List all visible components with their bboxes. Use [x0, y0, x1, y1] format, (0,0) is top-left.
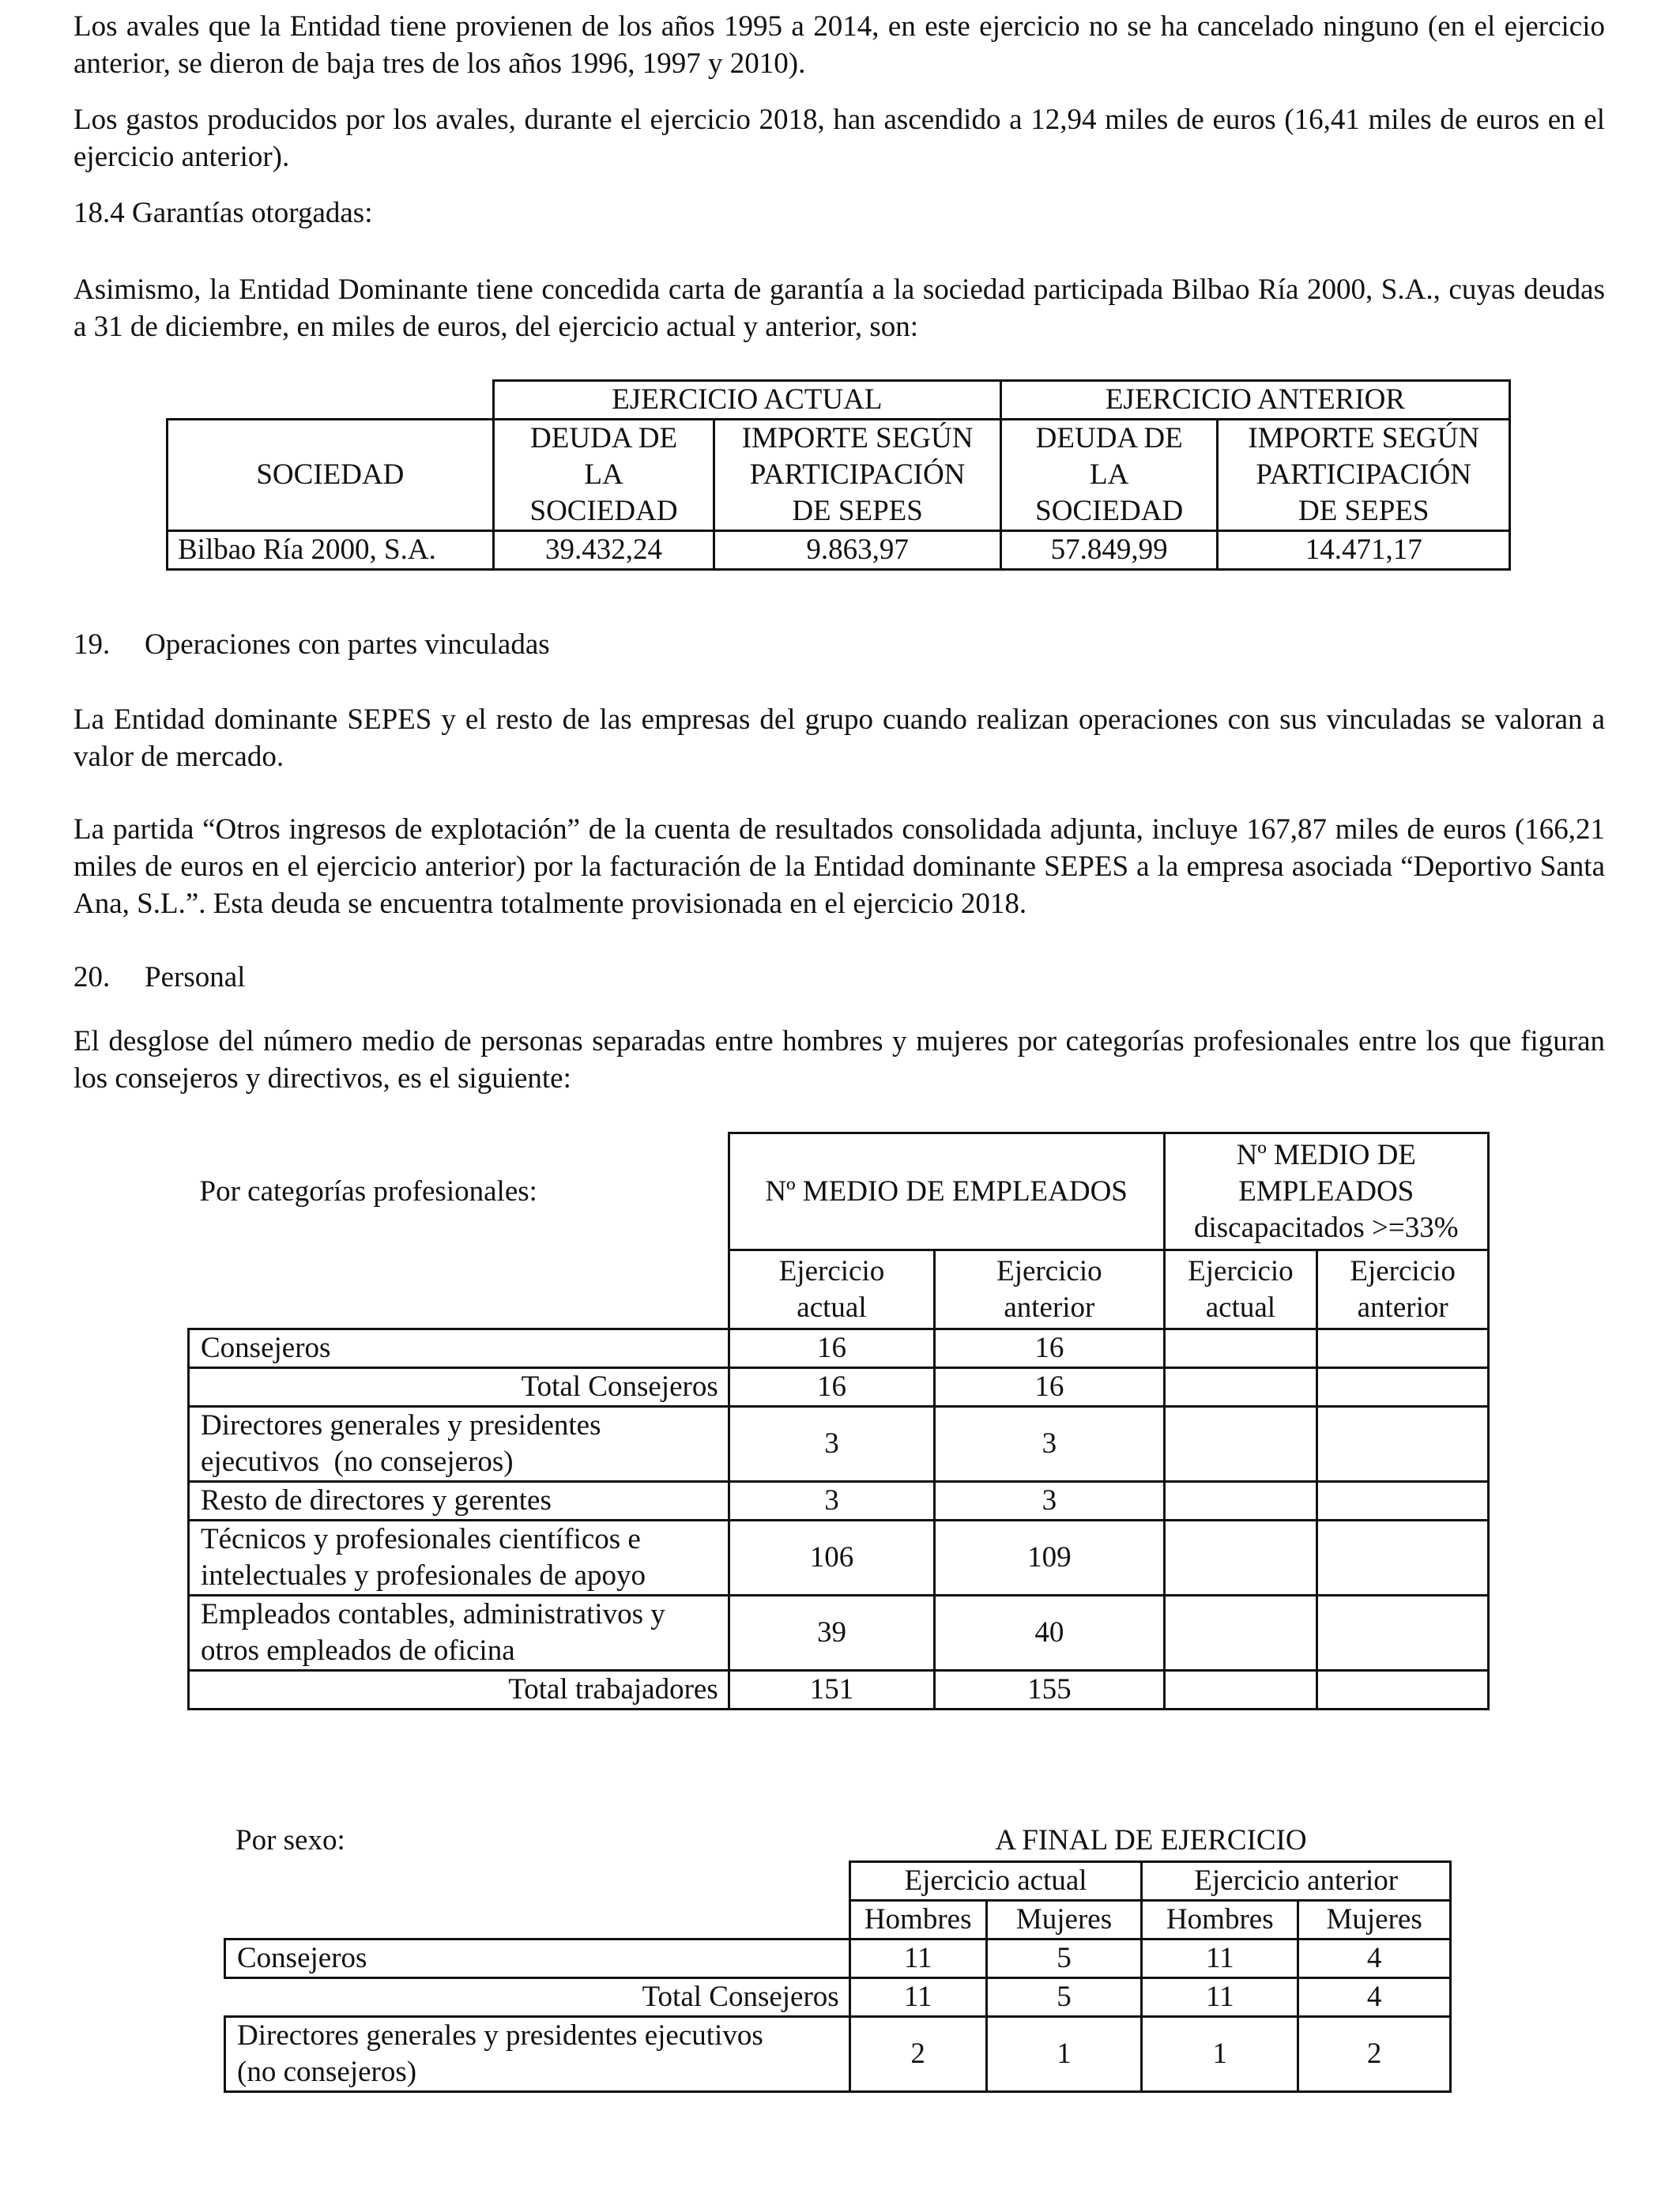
section-heading-20: 20. Personal	[73, 961, 246, 993]
header-deuda-actual: DEUDA DE LA SOCIEDAD	[493, 420, 714, 531]
cell-importe-actual: 9.863,97	[714, 531, 1001, 570]
row-label: Total trabajadores	[189, 1671, 729, 1710]
header-sociedad: SOCIEDAD	[168, 420, 494, 531]
cell-discap-anterior	[1317, 1521, 1489, 1596]
paragraph-desglose: El desglose del número medio de personas separadas entre hombres y mujeres por categorías profesionales entre los que figuran los consejeros y directivos, es el siguiente:	[73, 1025, 1605, 1095]
paragraph-sepes-vinculadas: La Entidad dominante SEPES y el resto de las empresas del grupo cuando realizan operaciones con sus vinculadas se valoran a valor de mercado.	[73, 703, 1605, 773]
cell-discap-actual	[1164, 1671, 1317, 1710]
guarantee-table-group-row	[168, 381, 1510, 420]
table-row	[189, 1368, 1489, 1407]
subheader-empleados-anterior: Ejercicio anterior	[935, 1250, 1164, 1329]
row-label: Empleados contables, administrativos y otros empleados de oficina	[189, 1596, 729, 1671]
cell-mujeres-actual: 1	[986, 2017, 1142, 2092]
cell-actual: 106	[729, 1521, 934, 1596]
cell-actual: 39	[729, 1596, 934, 1671]
row-label: Total Consejeros	[225, 1978, 850, 2017]
cell-discap-anterior	[1317, 1596, 1489, 1671]
sex-table	[224, 1860, 1452, 2093]
row-label: Resto de directores y gerentes	[189, 1482, 729, 1521]
cell-discap-actual	[1164, 1482, 1317, 1521]
header-mujeres-anterior: Mujeres	[1298, 1901, 1451, 1940]
header-importe-anterior: IMPORTE SEGÚN PARTICIPACIÓN DE SEPES	[1218, 420, 1510, 531]
cell-discap-anterior	[1317, 1482, 1489, 1521]
empty-cell	[189, 1250, 729, 1329]
cell-actual: 16	[729, 1368, 934, 1407]
empty-cell	[168, 381, 494, 420]
cell-hombres-anterior: 11	[1142, 1940, 1298, 1978]
cell-deuda-anterior: 57.849,99	[1000, 531, 1218, 570]
paragraph-gastos-avales: Los gastos producidos por los avales, durante el ejercicio 2018, han ascendido a 12,94 miles de euros (16,41 miles de euros en el ejercicio anterior).	[73, 104, 1605, 173]
section-heading-19: 19. Operaciones con partes vinculadas	[73, 628, 550, 661]
header-ejercicio-actual: Ejercicio actual	[849, 1862, 1142, 1901]
table-row	[168, 531, 1510, 570]
row-label: Directores generales y presidentes ejecutivos (no consejeros)	[189, 1407, 729, 1482]
table-row	[225, 1940, 1451, 1978]
cell-mujeres-actual: 5	[986, 1940, 1142, 1978]
table-row	[189, 1407, 1489, 1482]
subheader-empleados-actual: Ejercicio actual	[729, 1250, 934, 1329]
section-heading-18-4: 18.4 Garantías otorgadas:	[73, 197, 373, 229]
cell-anterior: 40	[935, 1596, 1164, 1671]
cell-hombres-actual: 11	[849, 1940, 986, 1978]
row-label: Consejeros	[225, 1940, 850, 1978]
empty-cell	[225, 1862, 850, 1901]
cell-actual: 3	[729, 1407, 934, 1482]
row-label: Técnicos y profesionales científicos e intelectuales y profesionales de apoyo	[189, 1521, 729, 1596]
staff-table-subheader-row	[189, 1250, 1489, 1329]
cell-anterior: 3	[935, 1407, 1164, 1482]
header-n-medio-empleados: Nº MEDIO DE EMPLEADOS	[729, 1133, 1164, 1250]
sex-table-subheader-row	[225, 1901, 1451, 1940]
header-a-final-de-ejercicio: A FINAL DE EJERCICIO	[995, 1824, 1307, 1857]
cell-mujeres-anterior: 4	[1298, 1978, 1451, 2017]
cell-discap-actual	[1164, 1521, 1317, 1596]
cell-anterior: 109	[935, 1521, 1164, 1596]
cell-mujeres-anterior: 4	[1298, 1940, 1451, 1978]
header-deuda-anterior: DEUDA DE LA SOCIEDAD	[1000, 420, 1218, 531]
header-ejercicio-anterior: Ejercicio anterior	[1142, 1862, 1451, 1901]
cell-hombres-anterior: 11	[1142, 1978, 1298, 2017]
table-row	[225, 1978, 1451, 2017]
cell-discap-actual	[1164, 1596, 1317, 1671]
cell-discap-anterior	[1317, 1671, 1489, 1710]
table-row	[189, 1671, 1489, 1710]
cell-actual: 16	[729, 1329, 934, 1368]
subheader-discap-anterior: Ejercicio anterior	[1317, 1250, 1489, 1329]
cell-actual: 3	[729, 1482, 934, 1521]
row-label: Total Consejeros	[189, 1368, 729, 1407]
header-ejercicio-actual: EJERCICIO ACTUAL	[493, 381, 1000, 420]
header-mujeres-actual: Mujeres	[986, 1901, 1142, 1940]
cell-anterior: 155	[935, 1671, 1164, 1710]
staff-table-group-row	[189, 1133, 1489, 1250]
subheader-discap-actual: Ejercicio actual	[1164, 1250, 1317, 1329]
cell-hombres-anterior: 1	[1142, 2017, 1298, 2092]
header-hombres-actual: Hombres	[849, 1901, 986, 1940]
label-por-sexo: Por sexo:	[235, 1824, 345, 1857]
paragraph-avales: Los avales que la Entidad tiene provienen de los años 1995 a 2014, en este ejercicio no se ha cancelado ninguno (en el ejercicio anterior, se dieron de baja tres de los años 1996, 1997 y 2010).	[73, 10, 1605, 80]
header-importe-actual: IMPORTE SEGÚN PARTICIPACIÓN DE SEPES	[714, 420, 1001, 531]
table-row	[189, 1596, 1489, 1671]
header-hombres-anterior: Hombres	[1142, 1901, 1298, 1940]
row-label: Consejeros	[189, 1329, 729, 1368]
row-label: Directores generales y presidentes ejecutivos (no consejeros)	[225, 2017, 850, 2092]
cell-mujeres-actual: 5	[986, 1978, 1142, 2017]
table-row	[225, 2017, 1451, 2092]
table-row	[189, 1329, 1489, 1368]
guarantee-table-header-row	[168, 420, 1510, 531]
cell-discap-actual	[1164, 1329, 1317, 1368]
cell-anterior: 3	[935, 1482, 1164, 1521]
cell-actual: 151	[729, 1671, 934, 1710]
table-row	[189, 1521, 1489, 1596]
cell-importe-anterior: 14.471,17	[1218, 531, 1510, 570]
cell-discap-actual	[1164, 1407, 1317, 1482]
cell-discap-anterior	[1317, 1329, 1489, 1368]
cell-discap-actual	[1164, 1368, 1317, 1407]
header-n-medio-discapacitados: Nº MEDIO DE EMPLEADOS discapacitados >=33%	[1164, 1133, 1488, 1250]
sex-table-group-row	[225, 1862, 1451, 1901]
cell-mujeres-anterior: 2	[1298, 2017, 1451, 2092]
cell-discap-anterior	[1317, 1368, 1489, 1407]
cell-discap-anterior	[1317, 1407, 1489, 1482]
guarantee-table	[166, 379, 1511, 571]
paragraph-garantia: Asimismo, la Entidad Dominante tiene concedida carta de garantía a la sociedad participada Bilbao Ría 2000, S.A., cuyas deudas a 31 de diciembre, en miles de euros, del ejercicio actual y anterior, son:	[73, 273, 1605, 343]
cell-anterior: 16	[935, 1368, 1164, 1407]
header-ejercicio-anterior: EJERCICIO ANTERIOR	[1000, 381, 1509, 420]
cell-hombres-actual: 11	[849, 1978, 986, 2017]
cell-anterior: 16	[935, 1329, 1164, 1368]
cell-hombres-actual: 2	[849, 2017, 986, 2092]
empty-cell	[225, 1901, 850, 1940]
table-row	[189, 1482, 1489, 1521]
row-label: Bilbao Ría 2000, S.A.	[168, 531, 494, 570]
label-por-categorias: Por categorías profesionales:	[199, 1174, 537, 1208]
cell-deuda-actual: 39.432,24	[493, 531, 714, 570]
staff-table	[187, 1132, 1490, 1710]
paragraph-otros-ingresos: La partida “Otros ingresos de explotación” de la cuenta de resultados consolidada adjunta, incluye 167,87 miles de euros (166,21 miles de euros en el ejercicio anterior) por la facturación de la Entidad dominante SEPES a la empresa asociada “Deportivo Santa Ana, S.L.”. Esta deuda se encuentra totalmente provisionada en el ejercicio 2018.	[73, 813, 1605, 920]
